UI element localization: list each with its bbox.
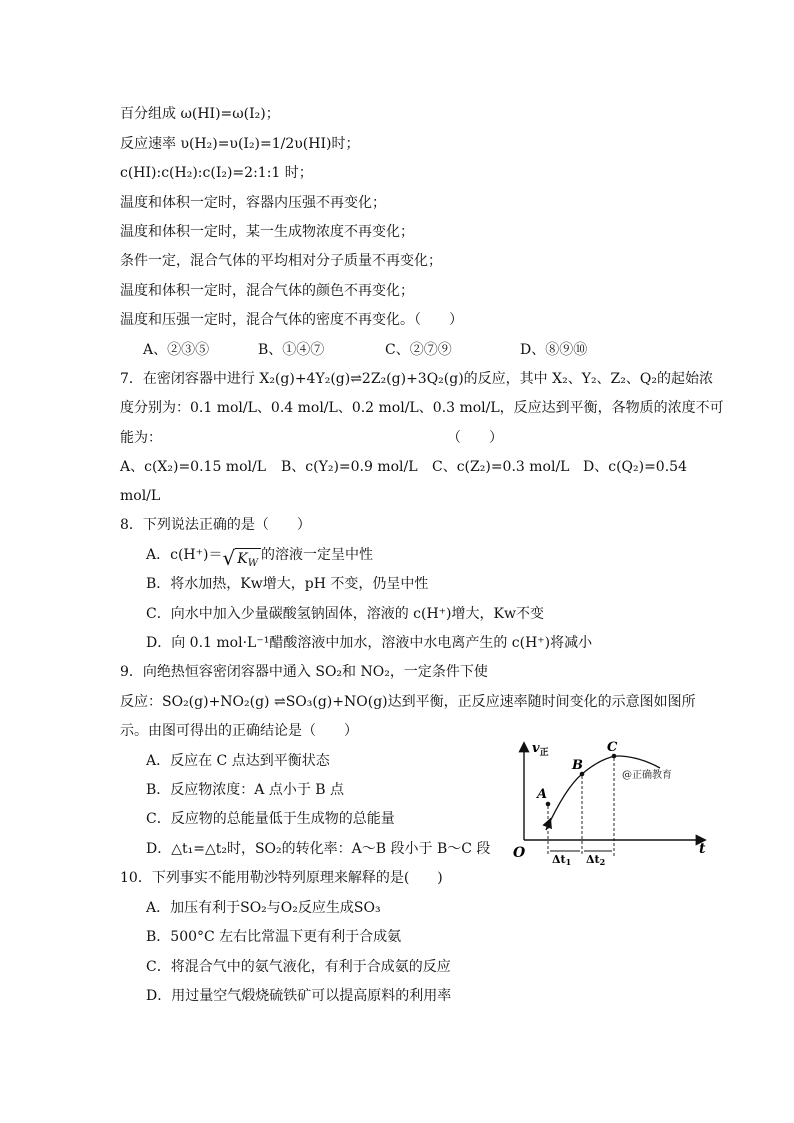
point-c-label: C (607, 740, 618, 755)
q9-stem-line-1: 9．向绝热恒容密闭容器中通入 SO₂和 NO₂，一定条件下使 (120, 664, 488, 680)
square-root-sign: √ $K_W$ (222, 548, 261, 569)
y-axis-label: $v_正$ (532, 741, 549, 758)
q6-item-10: 温度和压强一定时，混合气体的密度不再变化。（ ） (120, 312, 463, 328)
watermark: @正确教育 (622, 770, 672, 781)
q6-item-5: c(HI):c(H₂):c(I₂)=2:1:1 时； (120, 165, 313, 181)
q8-option-d: D．向 0.1 mol·L⁻¹醋酸溶液中加水，溶液中水电离产生的 c(H⁺)将减小 (146, 635, 593, 651)
q9-stem-line-2: 反应：SO₂(g)+NO₂(g) ⇌SO₃(g)+NO(g)达到平衡，正反应速率随时间变化的示意图如图所 (120, 694, 696, 710)
q8-option-a-radicand: K (237, 551, 248, 567)
q7-option-d: D、c(Q₂)=0.54 (583, 459, 687, 475)
q8-option-a-prefix: A．c(H⁺)＝ (146, 547, 223, 563)
q6-item-7: 温度和体积一定时，某一生成物浓度不再变化； (120, 224, 414, 240)
rate-time-diagram (508, 734, 716, 866)
q10-option-a: A．加压有利于SO₂与O₂反应生成SO₃ (146, 900, 381, 916)
q6-option-d: D、⑧⑨⑩ (520, 342, 588, 358)
q7-option-b: B、c(Y₂)=0.9 mol/L (281, 459, 418, 475)
q7-stem-line-3: 能为： (120, 430, 162, 446)
q7-answer-paren: （ ） (447, 430, 503, 446)
q10-stem: 10．下列事实不能用勒沙特列原理来解释的是( ) (120, 870, 443, 886)
q8-option-b: B．将水加热，Kw增大，pH 不变，仍呈中性 (146, 576, 429, 592)
x-axis-label: t (699, 841, 706, 857)
q8-option-a (146, 545, 373, 569)
q6-item-6: 温度和体积一定时，容器内压强不再变化； (120, 195, 386, 211)
q7-option-c: C、c(Z₂)=0.3 mol/L (432, 459, 570, 475)
q6-item-8: 条件一定，混合气体的平均相对分子质量不再变化； (120, 253, 442, 269)
q10-option-c: C．将混合气中的氨气液化，有利于合成氨的反应 (146, 959, 451, 975)
q9-option-d: D．△t₁=△t₂时，SO₂的转化率：A～B 段小于 B～C 段 (146, 841, 491, 857)
q9-option-c: C．反应物的总能量低于生成物的总能量 (146, 811, 395, 827)
q9-option-a: A．反应在 C 点达到平衡状态 (146, 753, 330, 769)
q6-option-c: C、②⑦⑨ (385, 342, 452, 358)
dt2-label: Δt2 (586, 853, 606, 866)
q7-option-a: A、c(X₂)=0.15 mol/L (120, 459, 267, 475)
q10-option-d: D．用过量空气煅烧硫铁矿可以提高原料的利用率 (146, 988, 452, 1004)
q6-item-9: 温度和体积一定时，混合气体的颜色不再变化； (120, 283, 414, 299)
q9-option-b: B．反应物浓度：A 点小于 B 点 (146, 782, 345, 798)
dt1-label: Δt1 (552, 853, 572, 866)
point-a-label: A (537, 787, 548, 802)
origin-label: O (513, 845, 526, 861)
point-b-label: B (572, 758, 583, 773)
q8-stem: 8．下列说法正确的是（ ） (120, 517, 311, 533)
q8-option-a-radicand-sub: W (247, 558, 258, 569)
q7-stem-line-2: 度分别为：0.1 mol/L、0.4 mol/L、0.2 mol/L、0.3 mol/L，反应达到平衡，各物质的浓度不可 (120, 400, 724, 416)
q7-option-d-wrap: mol/L (120, 488, 161, 504)
q6-option-b: B、①④⑦ (258, 342, 325, 358)
q8-option-a-suffix: 的溶液一定呈中性 (260, 547, 373, 563)
q6-item-3: 百分组成 ω(HI)=ω(I₂)； (120, 106, 280, 122)
point-a (546, 802, 551, 807)
q9-stem-line-3: 示。由图可得出的正确结论是（ ） (120, 723, 358, 739)
q6-item-4: 反应速率 υ(H₂)=υ(I₂)=1/2υ(HI)时； (120, 136, 360, 152)
q8-option-c: C．向水中加入少量碳酸氢钠固体，溶液的 c(H⁺)增大，Kw不变 (146, 606, 544, 622)
q6-option-a: A、②③⑤ (143, 342, 210, 358)
q7-stem-line-1: 7．在密闭容器中进行 X₂(g)+4Y₂(g)⇌2Z₂(g)+3Q₂(g)的反应，其中 X₂、Y₂、Z₂、Q₂的起始浓 (120, 371, 713, 387)
rate-curve (546, 756, 660, 830)
q10-option-b: B．500°C 左右比常温下更有利于合成氨 (146, 929, 402, 945)
